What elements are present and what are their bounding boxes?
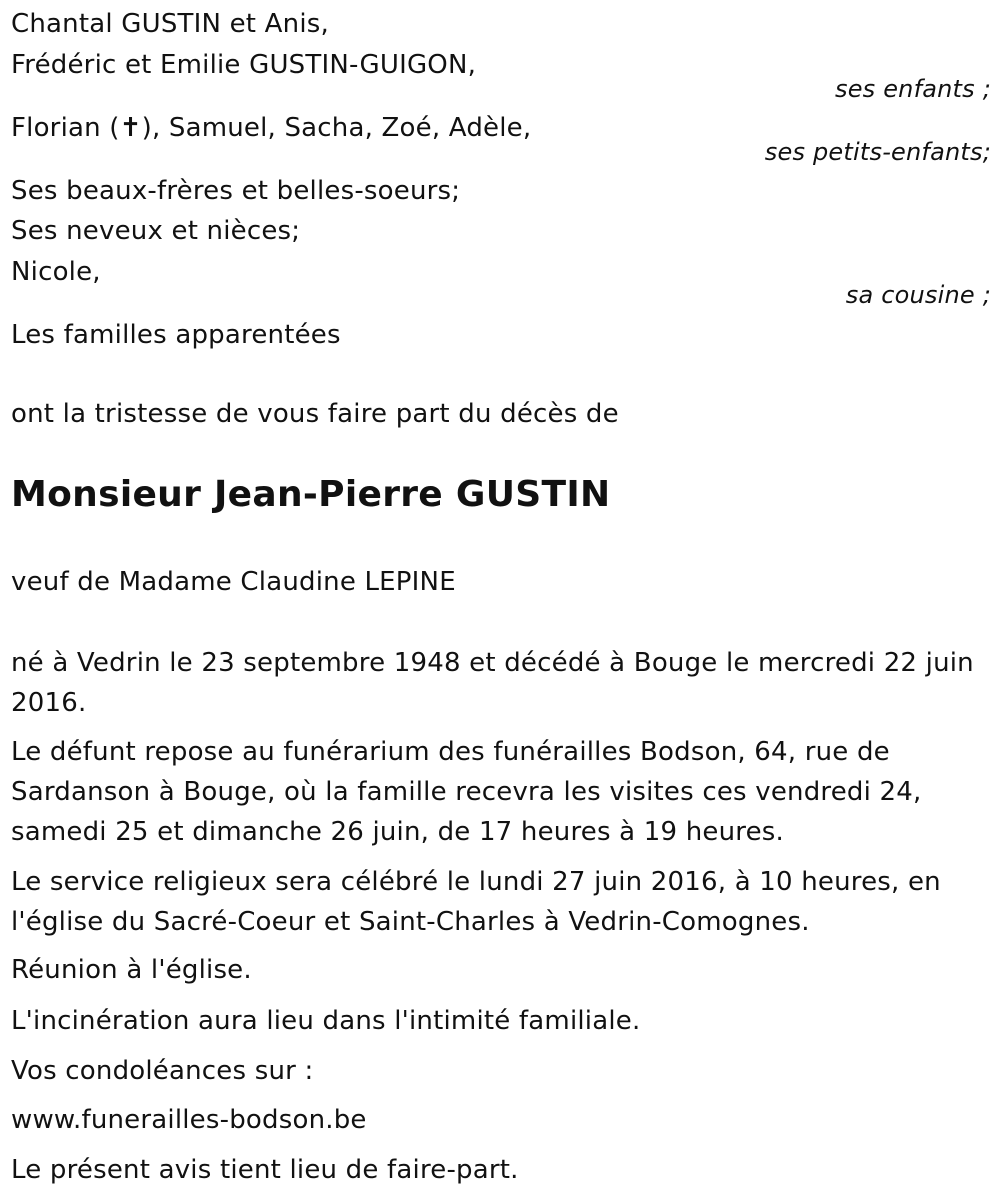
- repose-paragraph: Le défunt repose au funérarium des funérailles Bodson, 64, rue de Sardanson à Bouge, où la famille recevra les visites ces vendredi 24, samedi 25 et dimanche 26 juin, de 17 heures à 19 heures.: [11, 737, 922, 847]
- children-role: ses enfants ;: [835, 75, 991, 103]
- birth-death-paragraph: né à Vedrin le 23 septembre 1948 et décédé à Bouge le mercredi 22 juin 2016.: [11, 648, 974, 718]
- notice-line: Le présent avis tient lieu de faire-part.: [11, 1155, 519, 1185]
- nephews-line: Ses neveux et nièces;: [11, 216, 301, 246]
- widower-line: veuf de Madame Claudine LEPINE: [11, 567, 456, 597]
- inlaws-line: Ses beaux-frères et belles-soeurs;: [11, 176, 461, 206]
- grandchildren-line: Florian (✝), Samuel, Sacha, Zoé, Adèle,: [11, 113, 532, 143]
- cousin-role: sa cousine ;: [845, 281, 991, 309]
- families-line: Les familles apparentées: [11, 320, 341, 350]
- meeting-line: Réunion à l'église.: [11, 955, 252, 985]
- announcement-line: ont la tristesse de vous faire part du décès de: [11, 399, 619, 429]
- website-link[interactable]: www.funerailles-bodson.be: [11, 1105, 367, 1135]
- cremation-line: L'incinération aura lieu dans l'intimité familiale.: [11, 1006, 641, 1036]
- deceased-name: Monsieur Jean-Pierre GUSTIN: [11, 474, 611, 515]
- children-line-2: Frédéric et Emilie GUSTIN-GUIGON,: [11, 50, 477, 80]
- condolences-line: Vos condoléances sur :: [11, 1056, 314, 1086]
- service-paragraph: Le service religieux sera célébré le lundi 27 juin 2016, à 10 heures, en l'église du Sacré-Coeur et Saint-Charles à Vedrin-Comognes.: [11, 867, 941, 937]
- grandchildren-role: ses petits-enfants;: [764, 138, 991, 166]
- cousin-line: Nicole,: [11, 257, 101, 287]
- children-line-1: Chantal GUSTIN et Anis,: [11, 9, 329, 39]
